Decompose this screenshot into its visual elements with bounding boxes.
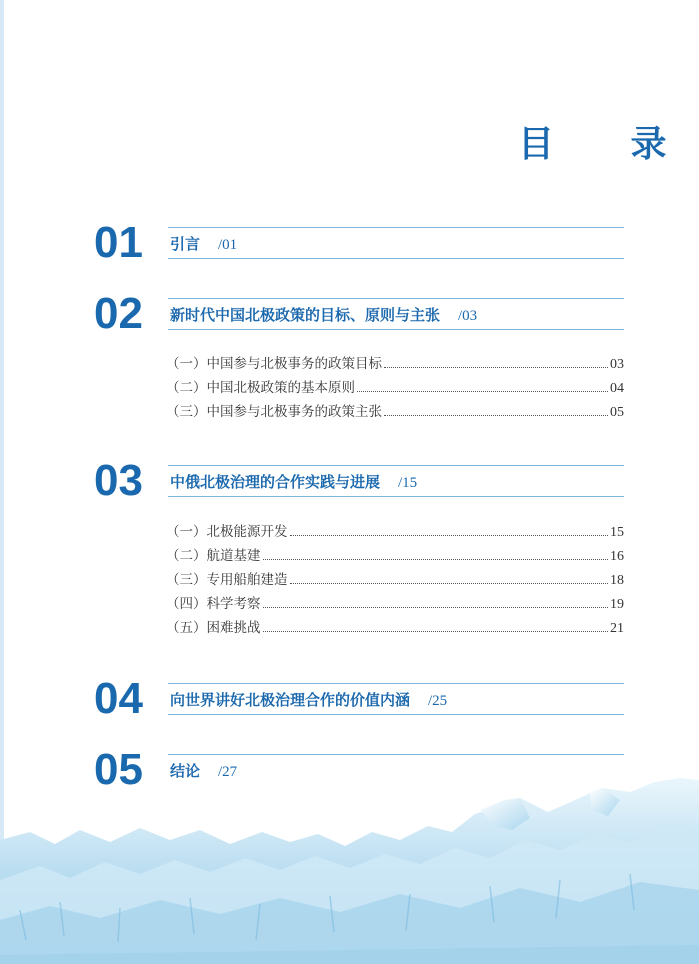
section-number: 02 <box>94 289 143 338</box>
section-title-text: 中俄北极治理的合作实践与进展 <box>170 473 381 491</box>
rule-top <box>168 227 624 228</box>
section-page: /25 <box>428 693 448 709</box>
subsection-page: 16 <box>610 549 624 564</box>
subsection-item[interactable] <box>166 520 624 544</box>
subsection-item[interactable] <box>166 616 624 640</box>
dot-leader <box>263 607 609 608</box>
subsection-label: （二）中国北极政策的基本原则 <box>166 380 355 396</box>
section-page: /01 <box>218 237 238 253</box>
page-title: 目 录 <box>518 124 699 165</box>
subsection-label: （一）北极能源开发 <box>166 524 288 540</box>
subsection-label: （一）中国参与北极事务的政策目标 <box>166 356 382 372</box>
subsection-item[interactable] <box>166 376 624 400</box>
subsection-page: 15 <box>610 525 624 540</box>
section-page: /27 <box>218 764 238 780</box>
subsection-page: 19 <box>610 597 624 612</box>
subsection-item[interactable] <box>166 592 624 616</box>
section-number: 01 <box>94 218 143 267</box>
glacier-illustration <box>0 770 699 964</box>
section-page: /03 <box>458 308 478 324</box>
section-number: 04 <box>94 674 143 723</box>
dot-leader <box>357 391 608 392</box>
subsection-list-03 <box>166 520 624 640</box>
rule-top <box>168 754 624 755</box>
section-number: 05 <box>94 745 143 794</box>
section-title[interactable] <box>170 689 447 710</box>
section-title-text: 新时代中国北极政策的目标、原则与主张 <box>170 306 441 324</box>
subsection-item[interactable] <box>166 544 624 568</box>
subsection-item[interactable] <box>166 352 624 376</box>
section-title-text: 向世界讲好北极治理合作的价值内涵 <box>170 691 411 709</box>
section-title-text: 结论 <box>170 762 201 780</box>
subsection-label: （二）航道基建 <box>166 548 261 564</box>
toc-section-04[interactable] <box>94 674 624 723</box>
toc-section-01[interactable] <box>94 218 624 267</box>
subsection-page: 05 <box>610 405 624 420</box>
subsection-list-02 <box>166 352 624 424</box>
section-number: 03 <box>94 456 143 505</box>
subsection-label: （五）困难挑战 <box>166 620 261 636</box>
dot-leader <box>384 415 608 416</box>
subsection-item[interactable] <box>166 568 624 592</box>
rule-bottom <box>168 329 624 330</box>
section-title-text: 引言 <box>170 235 201 253</box>
dot-leader <box>263 559 609 560</box>
subsection-page: 18 <box>610 573 624 588</box>
section-page: /15 <box>398 475 418 491</box>
dot-leader <box>290 583 609 584</box>
dot-leader <box>384 367 608 368</box>
toc-section-03[interactable] <box>94 456 624 505</box>
rule-bottom <box>168 258 624 259</box>
rule-top <box>168 298 624 299</box>
dot-leader <box>263 631 609 632</box>
subsection-label: （三）专用船舶建造 <box>166 572 288 588</box>
toc-section-02[interactable] <box>94 289 624 338</box>
section-title[interactable] <box>170 233 237 254</box>
subsection-page: 04 <box>610 381 624 396</box>
dot-leader <box>290 535 609 536</box>
rule-top <box>168 465 624 466</box>
section-title[interactable] <box>170 471 417 492</box>
section-title[interactable] <box>170 304 477 325</box>
subsection-label: （四）科学考察 <box>166 596 261 612</box>
rule-bottom <box>168 496 624 497</box>
rule-top <box>168 683 624 684</box>
subsection-page: 03 <box>610 357 624 372</box>
subsection-label: （三）中国参与北极事务的政策主张 <box>166 404 382 420</box>
rule-bottom <box>168 714 624 715</box>
subsection-page: 21 <box>610 621 624 636</box>
subsection-item[interactable] <box>166 400 624 424</box>
